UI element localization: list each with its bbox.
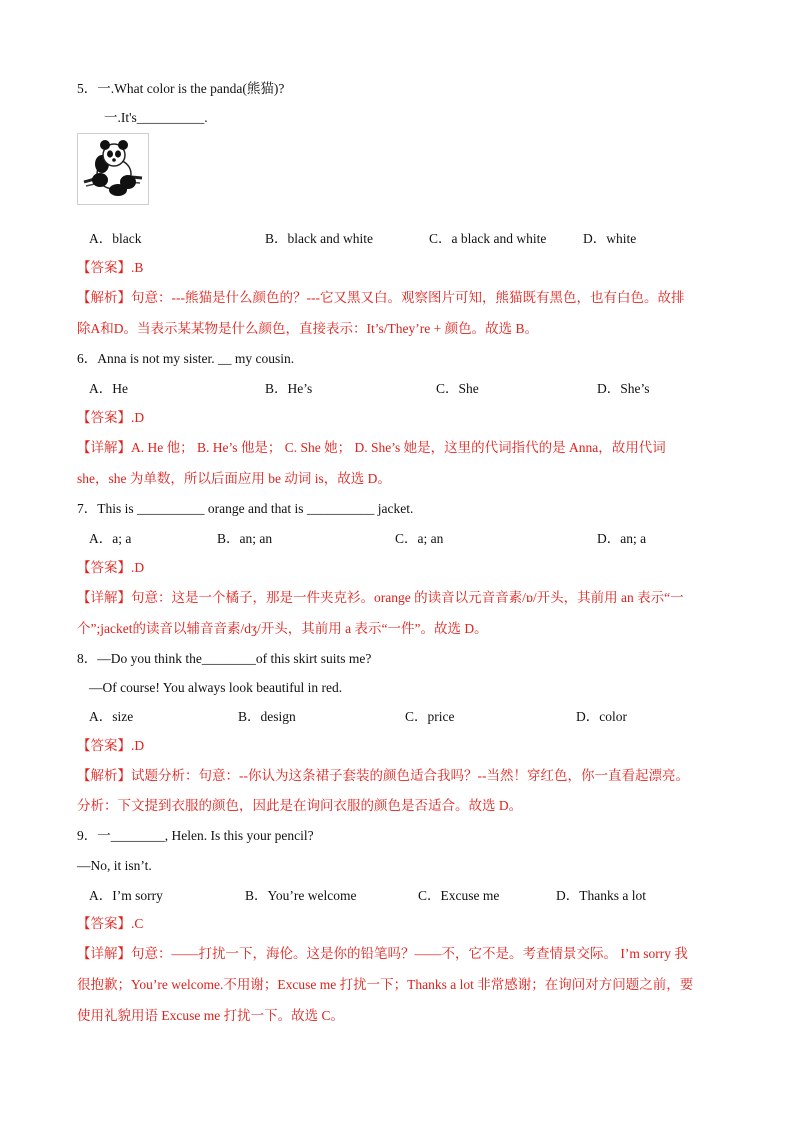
panda-icon	[78, 134, 148, 204]
q9-explain-2: 很抱歉；You’re welcome.不用谢；Excuse me 打扰一下；Thanks a lot 非常感谢；在询问对方问题之前，要	[77, 977, 694, 992]
q7-explain-2: 个”;jacket的读音以辅音音素/dʒ/开头，其前用 a 表示“一件”。故选 D。	[77, 621, 488, 636]
q6-option-a: A．He	[89, 381, 128, 396]
q5-line2: 一.It's__________.	[104, 110, 208, 125]
q8-explain-1: 【解析】试题分析：句意：--你认为这条裙子套装的颜色适合我吗？--当然！穿红色，你一直看起漂亮。	[77, 768, 689, 783]
q5-explain-1: 【解析】句意：---熊猫是什么颜色的？---它又黑又白。观察图片可知，熊猫既有黑色，也有白色。故排	[77, 290, 685, 305]
q6-explain-1: 【详解】A. He 他； B. He’s 他是； C. She 她； D. She’s 她是，这里的代词指代的是 Anna，故用代词	[77, 440, 666, 455]
q9-answer: 【答案】.C	[77, 916, 144, 931]
q7-stem: 7．This is __________ orange and that is __________ jacket.	[77, 501, 414, 516]
q5-answer: 【答案】.B	[77, 260, 144, 275]
q5-stem: 5．一.What color is the panda(熊猫)?	[77, 81, 285, 96]
q6-answer: 【答案】.D	[77, 410, 145, 425]
q7-option-a: A．a; a	[89, 531, 132, 546]
q6-explain-2: she，she 为单数，所以后面应用 be 动词 is，故选 D。	[77, 471, 391, 486]
q9-explain-1: 【详解】句意：——打扰一下，海伦。这是你的铅笔吗？——不，它不是。考查情景交际。 I’m sorry 我	[77, 946, 688, 961]
q7-option-d: D．an; a	[597, 531, 647, 546]
q9-option-a: A．I’m sorry	[89, 888, 163, 903]
q9-option-b: B．You’re welcome	[245, 888, 357, 903]
q7-answer: 【答案】.D	[77, 560, 145, 575]
q8-option-c: C．price	[405, 709, 455, 724]
q6-option-c: C．She	[436, 381, 479, 396]
q9-line2: —No, it isn’t.	[77, 858, 152, 873]
q8-option-a: A．size	[89, 709, 134, 724]
q8-option-d: D．color	[576, 709, 627, 724]
q6-stem: 6．Anna is not my sister. __ my cousin.	[77, 351, 295, 366]
q9-option-c: C．Excuse me	[418, 888, 500, 903]
q7-option-c: C．a; an	[395, 531, 444, 546]
q7-explain-1: 【详解】句意：这是一个橘子，那是一件夹克衫。orange 的读音以元音音素/ɒ/开头，其前用 an 表示“一	[77, 590, 684, 605]
q5-option-a: A．black	[89, 231, 142, 246]
q8-answer: 【答案】.D	[77, 738, 145, 753]
q5-option-c: C．a black and white	[429, 231, 547, 246]
q9-stem: 9．一________, Helen. Is this your pencil?	[77, 828, 314, 843]
q8-explain-2: 分析：下文提到衣服的颜色，因此是在询问衣服的颜色是否适合。故选 D。	[77, 798, 523, 813]
q8-stem: 8．—Do you think the________of this skirt suits me?	[77, 651, 372, 666]
q9-explain-3: 使用礼貌用语 Excuse me 打扰一下。故选 C。	[77, 1008, 344, 1023]
panda-image	[77, 133, 149, 205]
q8-line2: —Of course! You always look beautiful in red.	[89, 680, 343, 695]
q5-option-b: B．black and white	[265, 231, 373, 246]
q6-option-b: B．He’s	[265, 381, 313, 396]
q5-explain-2: 除A和D。当表示某某物是什么颜色，直接表示：It’s/They’re + 颜色。故选 B。	[77, 321, 538, 336]
q6-option-d: D．She’s	[597, 381, 650, 396]
q5-option-d: D．white	[583, 231, 637, 246]
q7-option-b: B．an; an	[217, 531, 273, 546]
q9-option-d: D．Thanks a lot	[556, 888, 646, 903]
q8-option-b: B．design	[238, 709, 296, 724]
